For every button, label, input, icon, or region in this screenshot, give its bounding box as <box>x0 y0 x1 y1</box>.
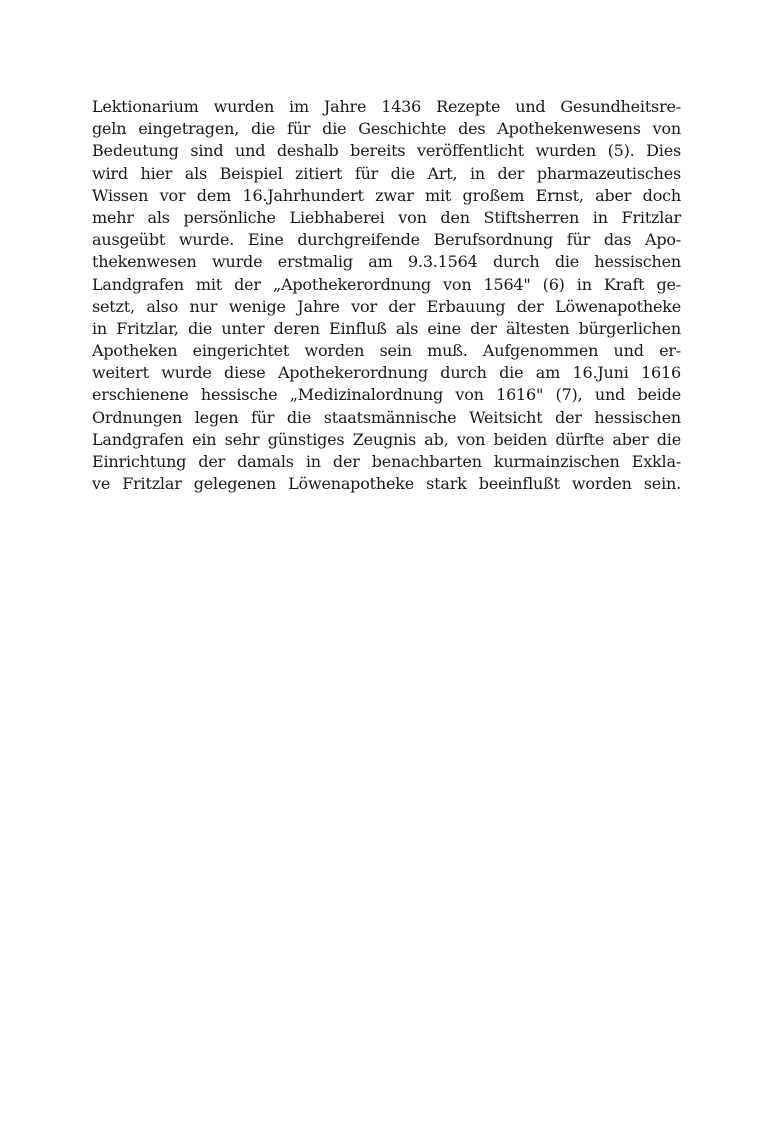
text-line: Lektionarium wurden im Jahre 1436 Rezepte und Gesundheitsre- <box>92 97 681 116</box>
text-line: ausgeübt wurde. Eine durchgreifende Berufsordnung für das Apo- <box>92 230 681 250</box>
text-line: Ordnungen legen für die staatsmännische Weitsicht der hessischen <box>92 407 681 427</box>
text-line: Landgrafen ein sehr günstiges Zeugnis ab, von beiden dürfte aber die <box>92 429 681 449</box>
text-line: mehr als persönliche Liebhaberei von den Stiftsherren in Fritzlar <box>92 207 681 227</box>
text-line: wird hier als Beispiel zitiert für die Art, in der pharmazeutisches <box>92 163 681 183</box>
text-line: Bedeutung sind und deshalb bereits veröffentlicht wurden (5). Dies <box>92 141 681 161</box>
text-line: in Fritzlar, die unter deren Einfluß als eine der ältesten bürgerlichen <box>92 318 681 338</box>
body-paragraph <box>92 96 681 495</box>
text-line: Einrichtung der damals in der benachbarten kurmainzischen Exkla- <box>92 452 681 471</box>
text-line: Landgrafen mit der „Apothekerordnung von 1564" (6) in Kraft ge- <box>92 274 681 294</box>
text-line: erschienene hessische „Medizinalordnung von 1616" (7), und beide <box>92 385 681 405</box>
text-line: ve Fritzlar gelegenen Löwenapotheke stark beeinflußt worden sein. <box>92 474 681 494</box>
text-line: Apotheken eingerichtet worden sein muß. Aufgenommen und er- <box>92 341 681 361</box>
text-line: setzt, also nur wenige Jahre vor der Erbauung der Löwenapotheke <box>92 296 681 316</box>
text-line: weitert wurde diese Apothekerordnung durch die am 16.Juni 1616 <box>92 363 681 383</box>
text-line: geln eingetragen, die für die Geschichte des Apothekenwesens von <box>92 119 681 139</box>
text-line: Wissen vor dem 16.Jahrhundert zwar mit großem Ernst, aber doch <box>92 185 681 205</box>
text-line: thekenwesen wurde erstmalig am 9.3.1564 durch die hessischen <box>92 252 681 272</box>
